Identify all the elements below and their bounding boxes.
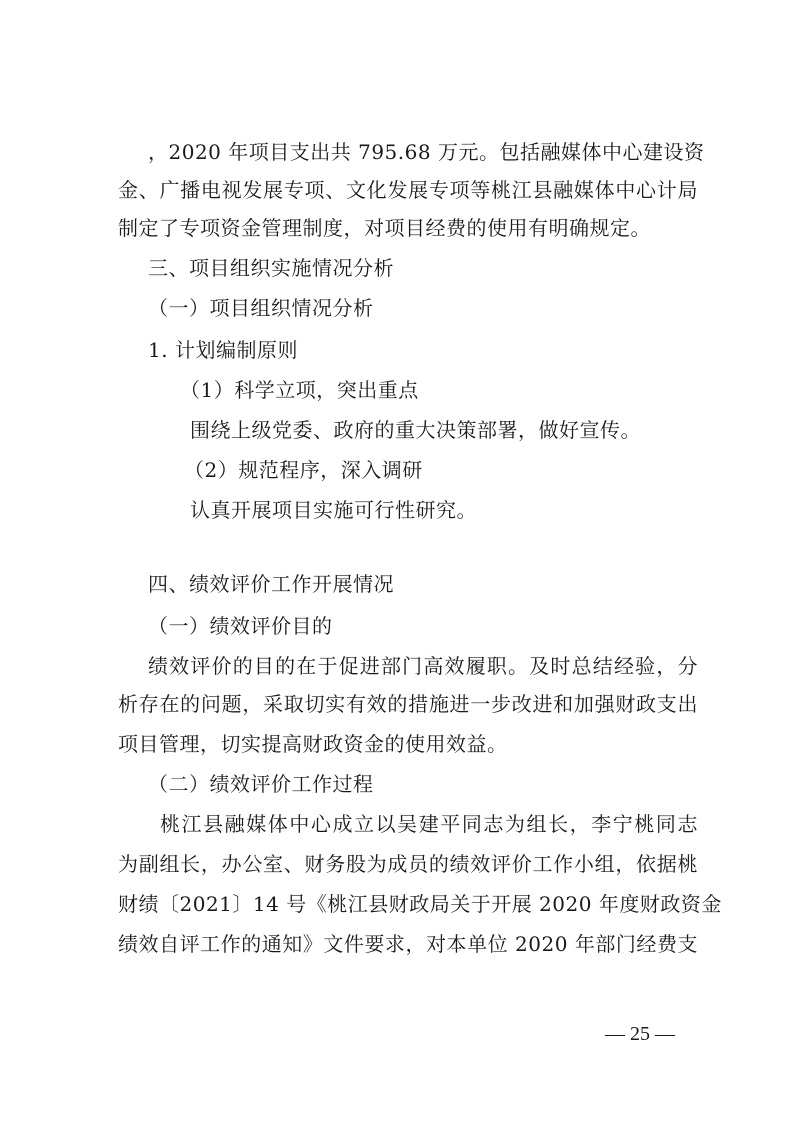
paragraph-line: 认真开展项目实施可行性研究。 xyxy=(190,498,477,522)
paragraph-line: 绩效评价的目的在于促进部门高效履职。及时总结经验，分 xyxy=(148,654,698,678)
item-heading: 1. 计划编制原则 xyxy=(148,338,298,362)
paragraph-line: 桃江县融媒体中心成立以吴建平同志为组长，李宁桃同志 xyxy=(160,812,698,836)
section-heading: 四、绩效评价工作开展情况 xyxy=(148,572,394,596)
paragraph-line: 制定了专项资金管理制度，对项目经费的使用有明确规定。 xyxy=(118,216,651,240)
subsection-heading: （二）绩效评价工作过程 xyxy=(148,772,374,796)
paragraph-line: ，2020 年项目支出共 795.68 万元。包括融媒体中心建设资 xyxy=(148,140,705,164)
section-heading: 三、项目组织实施情况分析 xyxy=(148,256,394,280)
subsection-heading: （一）项目组织情况分析 xyxy=(148,296,374,320)
subitem-heading: （1）科学立项，突出重点 xyxy=(180,378,419,402)
paragraph-line: 为副组长，办公室、财务股为成员的绩效评价工作小组，依据桃 xyxy=(118,852,698,876)
paragraph-line: 析存在的问题，采取切实有效的措施进一步改进和加强财政支出 xyxy=(118,692,698,716)
paragraph-line: 围绕上级党委、政府的重大决策部署，做好宣传。 xyxy=(190,418,641,442)
paragraph-line: 金、广播电视发展专项、文化发展专项等桃江县融媒体中心计局 xyxy=(118,178,698,202)
subitem-heading: （2）规范程序，深入调研 xyxy=(184,458,423,482)
page-number: — 25 — xyxy=(605,1023,675,1045)
paragraph-line: 绩效自评工作的通知》文件要求，对本单位 2020 年部门经费支 xyxy=(118,932,698,956)
subsection-heading: （一）绩效评价目的 xyxy=(148,614,333,638)
paragraph-line: 项目管理，切实提高财政资金的使用效益。 xyxy=(118,732,508,756)
paragraph-line: 财绩〔2021〕14 号《桃江县财政局关于开展 2020 年度财政资金 xyxy=(118,892,722,916)
